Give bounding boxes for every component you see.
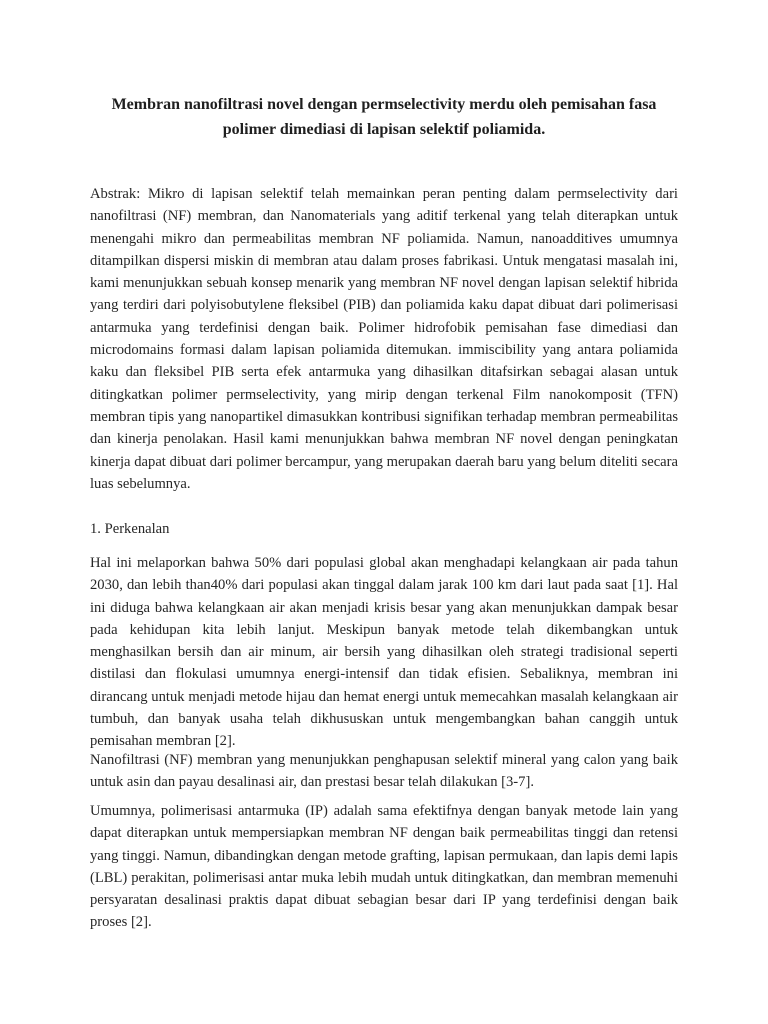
section-heading: 1. Perkenalan bbox=[90, 521, 170, 537]
abstract-paragraph: Abstrak: Mikro di lapisan selektif telah memainkan peran penting dalam permselectivity dari nanofiltrasi (NF) membran, dan Nanomaterials yang aditif terkenal yang telah diterapkan untuk menengahi mikro dan permeabilitas membran NF poliamida. Namun, nanoadditives umumnya ditampilkan dispersi miskin di membran atau dalam proses fabrikasi. Untuk mengatasi masalah ini, kami menunjukkan sebuah konsep menarik yang membran NF novel dengan lapisan selektif hibrida yang terdiri dari polyisobutylene fleksibel (PIB) dan poliamida kaku dapat dibuat dari polimerisasi antarmuka yang terdefinisi dengan baik. Polimer hidrofobik pemisahan fase dimediasi dan microdomains formasi dalam lapisan poliamida ditemukan. immiscibility yang antara poliamida kaku dan fleksibel PIB serta efek antarmuka yang dihasilkan ditafsirkan sebagai alasan untuk ditingkatkan polimer permselectivity, yang mirip dengan terkenal Film nanokomposit (TFN) membran tipis yang nanopartikel dimasukkan kontribusi signifikan terhadap membran permeabilitas dan kinerja penolakan. Hasil kami menunjukkan bahwa membran NF novel dengan peningkatan kinerja dapat dibuat dari polimer bercampur, yang merupakan daerah baru yang belum diteliti secara luas sebelumnya. bbox=[90, 186, 678, 492]
body-paragraph-2: Nanofiltrasi (NF) membran yang menunjukkan penghapusan selektif mineral yang calon yang baik untuk asin dan payau desalinasi air, dan prestasi besar telah dilakukan [3-7]. bbox=[90, 752, 678, 791]
body-paragraph-1: Hal ini melaporkan bahwa 50% dari populasi global akan menghadapi kelangkaan air pada tahun 2030, dan lebih than40% dari populasi akan tinggal dalam jarak 100 km dari laut pada saat [1]. Hal ini diduga bahwa kelangkaan air akan menjadi krisis besar yang akan menunjukkan dampak besar pada kehidupan kita lebih lanjut. Meskipun banyak metode telah dikembangkan untuk menghasilkan bersih dan air minum, air bersih yang dihasilkan oleh strategi tradisional seperti distilasi dan flokulasi umumnya energi-intensif dan tidak efisien. Sebaliknya, membran ini dirancang untuk menjadi metode hijau dan hemat energi untuk memecahkan masalah kelangkaan air tumbuh, dan banyak usaha telah dikhususkan untuk mengembangkan bahan canggih untuk pemisahan membran [2]. bbox=[90, 555, 678, 750]
document-title: Membran nanofiltrasi novel dengan permselectivity merdu oleh pemisahan fasa polimer dimediasi di lapisan selektif poliamida. bbox=[111, 96, 657, 138]
body-paragraph-3: Umumnya, polimerisasi antarmuka (IP) adalah sama efektifnya dengan banyak metode lain yang dapat diterapkan untuk mempersiapkan membran NF dengan baik permeabilitas tinggi dan retensi yang tinggi. Namun, dibandingkan dengan metode grafting, lapisan permukaan, dan lapis demi lapis (LBL) perakitan, polimerisasi antar muka lebih mudah untuk ditingkatkan, dan membran memenuhi persyaratan desalinasi praktis dapat dibuat sebagian besar dari IP yang terdefinisi dengan baik proses [2]. bbox=[90, 803, 678, 931]
